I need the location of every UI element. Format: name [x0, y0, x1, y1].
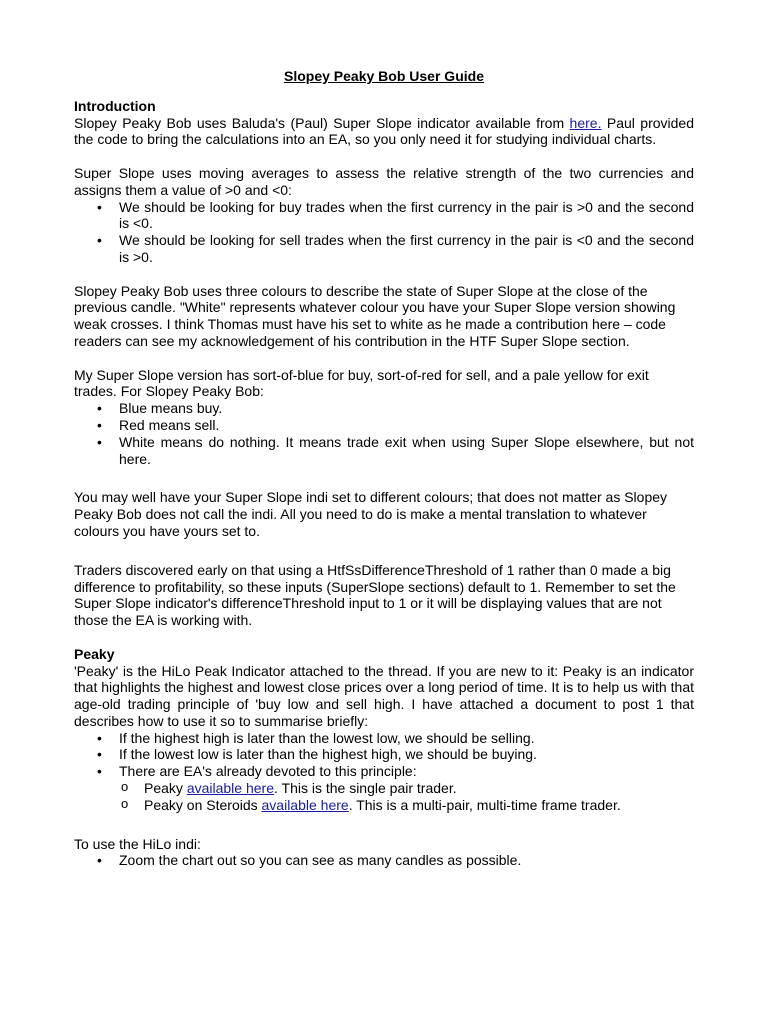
- sub-item-text-after: . This is a multi-pair, multi-time frame trader.: [348, 796, 621, 813]
- intro-paragraph-5: You may well have your Super Slope indi set to different colours; that does not matter as Slopey Peaky Bob does not call the indi. All you need to do is make a mental translation to whatever colours you have yours set to.: [74, 489, 668, 539]
- trade-rules-list: [74, 199, 694, 266]
- sub-list-item: [74, 797, 694, 814]
- list-item: • If the highest high is later than the lowest low, we should be selling.: [74, 730, 694, 747]
- intro-paragraph-2: Super Slope uses moving averages to assess the relative strength of the two currencies and assigns them a value of >0 and <0:: [74, 164, 694, 198]
- hilo-intro-paragraph: To use the HiLo indi:: [74, 835, 201, 852]
- sub-item-text-after: . This is the single pair trader.: [273, 780, 457, 797]
- here-link[interactable]: here.: [569, 114, 602, 131]
- colour-meaning-list: [74, 400, 694, 467]
- peaky-paragraph-1: 'Peaky' is the HiLo Peak Indicator attached to the thread. If you are new to it: Peaky is an indicator that highlights the highest and lowest close prices over a long period of time. It is to help us with that age-old trading principle of 'buy low and sell high. I have attached a document to post 1 that describes how to use it so to summarise briefly:: [74, 662, 694, 729]
- intro-paragraph-1: [74, 115, 694, 149]
- intro-paragraph-6: Traders discovered early on that using a HtfSsDifferenceThreshold of 1 rather than 0 made a big difference to profitability, so these inputs (SuperSlope sections) default to 1. Remember to set the Super Slope indicator's differenceThreshold input to 1 or it will be displaying values that are not those the EA is working with.: [74, 561, 676, 629]
- sub-item-text-before: Peaky: [144, 780, 187, 797]
- list-item: • There are EA's already devoted to this principle:: [74, 763, 694, 780]
- list-item: • Blue means buy.: [74, 400, 694, 417]
- list-item: • We should be looking for sell trades when the first currency in the pair is <0 and the second is >0.: [74, 232, 694, 266]
- peaky-available-here-link[interactable]: available here: [186, 780, 274, 797]
- list-item: • White means do nothing. It means trade exit when using Super Slope elsewhere, but not here.: [74, 434, 694, 468]
- list-item: • We should be looking for buy trades when the first currency in the pair is >0 and the second is <0.: [74, 199, 694, 233]
- sub-item-text-before: Peaky on Steroids: [144, 796, 262, 813]
- list-item: • Red means sell.: [74, 417, 694, 434]
- peaky-ea-sublist: [74, 780, 694, 814]
- peaky-rules-list: [74, 730, 694, 780]
- sub-list-item: [74, 780, 694, 797]
- document-page: [74, 68, 694, 869]
- intro-paragraph-3: Slopey Peaky Bob uses three colours to describe the state of Super Slope at the close of the previous candle. "White" represents whatever colour you have your Super Slope version showing weak crosses. I think Thomas must have his set to white as he made a contribution here – code readers can see my acknowledgement of his contribution in the HTF Super Slope section.: [74, 282, 676, 349]
- intro-p1-text-after: Paul provided the code to bring the calculations into an EA, so you only need it for studying individual charts.: [74, 114, 694, 148]
- list-item: • If the lowest low is later than the highest high, we should be buying.: [74, 746, 694, 763]
- introduction-heading: Introduction: [74, 97, 156, 114]
- peaky-heading: Peaky: [74, 645, 115, 662]
- peaky-steroids-available-here-link[interactable]: available here: [261, 796, 349, 813]
- list-item: • Zoom the chart out so you can see as many candles as possible.: [74, 852, 694, 869]
- intro-p1-text-before: Slopey Peaky Bob uses Baluda's (Paul) Super Slope indicator available from: [74, 114, 570, 131]
- document-title: Slopey Peaky Bob User Guide: [284, 68, 484, 84]
- intro-paragraph-4: My Super Slope version has sort-of-blue for buy, sort-of-red for sell, and a pale yellow for exit trades. For Slopey Peaky Bob:: [74, 366, 649, 400]
- hilo-steps-list: [74, 852, 694, 869]
